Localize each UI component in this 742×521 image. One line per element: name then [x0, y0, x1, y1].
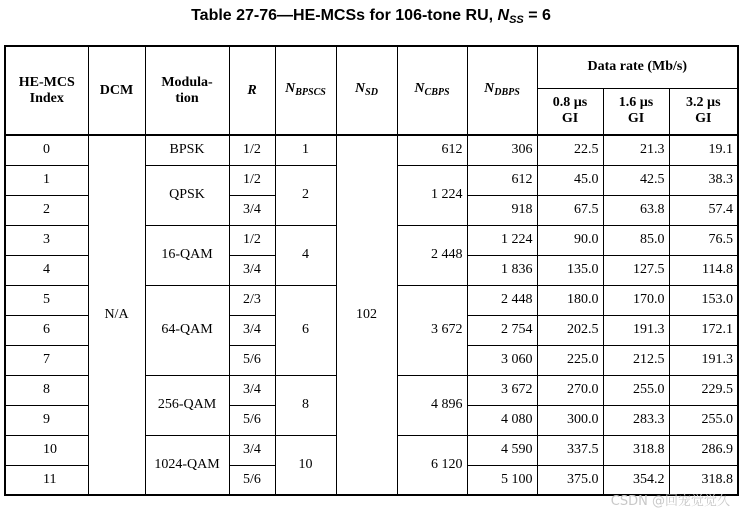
header-modulation: Modula- tion [145, 46, 229, 135]
data-rate-0-8-cell: 180.0 [537, 285, 603, 315]
data-rate-0-8-cell: 22.5 [537, 135, 603, 165]
data-rate-1-6-cell: 212.5 [603, 345, 669, 375]
data-rate-0-8-cell: 202.5 [537, 315, 603, 345]
data-rate-0-8-cell: 135.0 [537, 255, 603, 285]
he-mcs-table [4, 45, 739, 496]
ndbps-cell: 918 [467, 195, 537, 225]
rate-cell: 1/2 [229, 135, 275, 165]
rate-cell: 3/4 [229, 255, 275, 285]
mcs-index-cell: 11 [5, 465, 88, 495]
data-rate-3-2-cell: 76.5 [669, 225, 738, 255]
data-rate-0-8-cell: 90.0 [537, 225, 603, 255]
data-rate-3-2-cell: 286.9 [669, 435, 738, 465]
rate-cell: 2/3 [229, 285, 275, 315]
data-rate-0-8-cell: 67.5 [537, 195, 603, 225]
ndbps-cell: 306 [467, 135, 537, 165]
data-rate-0-8-cell: 45.0 [537, 165, 603, 195]
header-dcm: DCM [88, 46, 145, 135]
header-r: R [229, 46, 275, 135]
data-rate-3-2-cell: 38.3 [669, 165, 738, 195]
mcs-index-cell: 7 [5, 345, 88, 375]
data-rate-1-6-cell: 354.2 [603, 465, 669, 495]
data-rate-0-8-cell: 270.0 [537, 375, 603, 405]
watermark: CSDN @回宠觉觉久 [610, 494, 730, 509]
header-gi-0-8: 0.8 µs GI [537, 88, 603, 135]
data-rate-3-2-cell: 229.5 [669, 375, 738, 405]
ndbps-cell: 4 080 [467, 405, 537, 435]
data-rate-3-2-cell: 114.8 [669, 255, 738, 285]
ncbps-cell: 6 120 [397, 435, 467, 495]
rate-cell: 3/4 [229, 315, 275, 345]
ncbps-cell: 3 672 [397, 285, 467, 375]
nbpscs-cell: 8 [275, 375, 336, 435]
nbpscs-cell: 6 [275, 285, 336, 375]
modulation-cell: QPSK [145, 165, 229, 225]
rate-cell: 3/4 [229, 435, 275, 465]
modulation-cell: 256-QAM [145, 375, 229, 435]
data-rate-1-6-cell: 255.0 [603, 375, 669, 405]
mcs-index-cell: 8 [5, 375, 88, 405]
modulation-cell: 16-QAM [145, 225, 229, 285]
data-rate-1-6-cell: 318.8 [603, 435, 669, 465]
nbpscs-cell: 2 [275, 165, 336, 225]
data-rate-1-6-cell: 42.5 [603, 165, 669, 195]
rate-cell: 5/6 [229, 405, 275, 435]
header-gi-1-6: 1.6 µs GI [603, 88, 669, 135]
header-ncbps: $N_{CBPS}$ [397, 46, 467, 135]
header-gi-3-2: 3.2 µs GI [669, 88, 738, 135]
table-title: Table 27-76—HE-MCSs for 106-tone RU, $N_{SS} = 6$ [191, 7, 551, 26]
data-rate-0-8-cell: 225.0 [537, 345, 603, 375]
modulation-cell: 1024-QAM [145, 435, 229, 495]
ndbps-cell: 4 590 [467, 435, 537, 465]
mcs-index-cell: 3 [5, 225, 88, 255]
ndbps-cell: 1 836 [467, 255, 537, 285]
rate-cell: 1/2 [229, 165, 275, 195]
nbpscs-cell: 10 [275, 435, 336, 495]
header-nsd: $N_{SD}$ [336, 46, 397, 135]
nbpscs-cell: 1 [275, 135, 336, 165]
mcs-index-cell: 0 [5, 135, 88, 165]
mcs-index-cell: 10 [5, 435, 88, 465]
data-rate-1-6-cell: 170.0 [603, 285, 669, 315]
rate-cell: 3/4 [229, 195, 275, 225]
modulation-cell: BPSK [145, 135, 229, 165]
ndbps-cell: 5 100 [467, 465, 537, 495]
table-row [5, 135, 738, 165]
rate-cell: 5/6 [229, 465, 275, 495]
ndbps-cell: 612 [467, 165, 537, 195]
nsd-cell: 102 [336, 135, 397, 495]
data-rate-1-6-cell: 21.3 [603, 135, 669, 165]
nbpscs-cell: 4 [275, 225, 336, 285]
mcs-index-cell: 2 [5, 195, 88, 225]
data-rate-1-6-cell: 63.8 [603, 195, 669, 225]
data-rate-3-2-cell: 153.0 [669, 285, 738, 315]
data-rate-0-8-cell: 337.5 [537, 435, 603, 465]
rate-cell: 5/6 [229, 345, 275, 375]
rate-cell: 3/4 [229, 375, 275, 405]
data-rate-0-8-cell: 300.0 [537, 405, 603, 435]
modulation-cell: 64-QAM [145, 285, 229, 375]
header-nbpscs: $N_{BPSCS}$ [275, 46, 336, 135]
rate-cell: 1/2 [229, 225, 275, 255]
header-ndbps: $N_{DBPS}$ [467, 46, 537, 135]
ncbps-cell: 1 224 [397, 165, 467, 225]
ncbps-cell: 4 896 [397, 375, 467, 435]
data-rate-3-2-cell: 191.3 [669, 345, 738, 375]
data-rate-3-2-cell: 172.1 [669, 315, 738, 345]
data-rate-0-8-cell: 375.0 [537, 465, 603, 495]
ncbps-cell: 2 448 [397, 225, 467, 285]
data-rate-1-6-cell: 191.3 [603, 315, 669, 345]
ndbps-cell: 3 060 [467, 345, 537, 375]
data-rate-3-2-cell: 318.8 [669, 465, 738, 495]
dcm-cell: N/A [88, 135, 145, 495]
data-rate-3-2-cell: 255.0 [669, 405, 738, 435]
data-rate-3-2-cell: 19.1 [669, 135, 738, 165]
ncbps-cell: 612 [397, 135, 467, 165]
data-rate-1-6-cell: 283.3 [603, 405, 669, 435]
data-rate-1-6-cell: 85.0 [603, 225, 669, 255]
ndbps-cell: 2 754 [467, 315, 537, 345]
ndbps-cell: 2 448 [467, 285, 537, 315]
data-rate-1-6-cell: 127.5 [603, 255, 669, 285]
mcs-index-cell: 5 [5, 285, 88, 315]
mcs-index-cell: 4 [5, 255, 88, 285]
data-rate-3-2-cell: 57.4 [669, 195, 738, 225]
mcs-index-cell: 1 [5, 165, 88, 195]
ndbps-cell: 3 672 [467, 375, 537, 405]
mcs-index-cell: 6 [5, 315, 88, 345]
header-mcs-index: HE-MCS Index [5, 46, 88, 135]
header-data-rate: Data rate (Mb/s) [537, 46, 738, 88]
mcs-index-cell: 9 [5, 405, 88, 435]
ndbps-cell: 1 224 [467, 225, 537, 255]
